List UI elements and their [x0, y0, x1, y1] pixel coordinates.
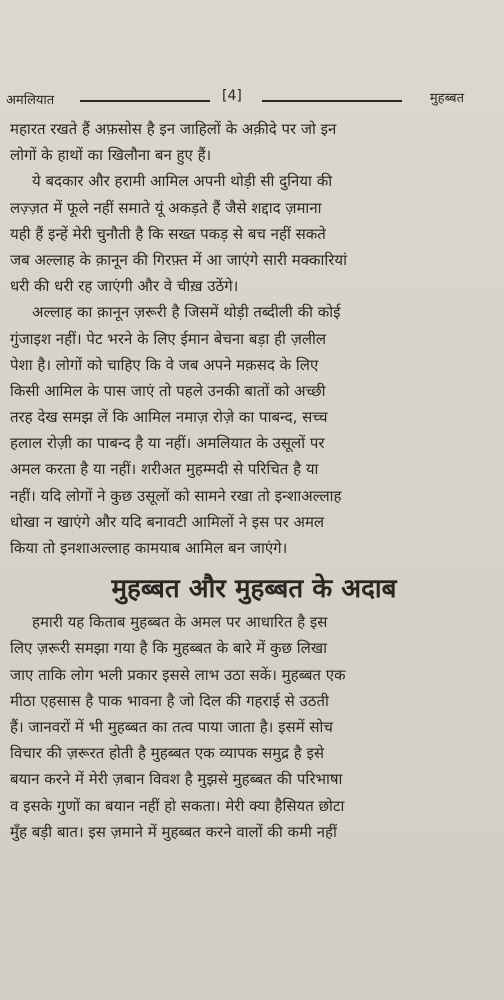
text-line: लोगों के हाथों का खिलौना बन हुए हैं। — [10, 146, 212, 165]
text-line: अल्लाह का क़ानून ज़रूरी है जिसमें थोड़ी तब्दीली की कोई — [32, 303, 341, 322]
paragraph-4 — [10, 609, 498, 845]
text-line: मीठा एहसास है पाक भावना है जो दिल की गहराई से उठती — [10, 691, 329, 710]
text-line: लिए ज़रूरी समझा गया है कि मुहब्बत के बारे में कुछ लिखा — [10, 639, 327, 658]
text-line: लज़्ज़त में फूले नहीं समाते यूं अकड़ते हैं जैसे शद्दाद ज़माना — [10, 198, 322, 217]
text-line: अमल करता है या नहीं। शरीअत मुहम्मदी से परिचित है या — [10, 460, 319, 479]
text-line: मुँह बड़ी बात। इस ज़माने में मुहब्बत करने वालों की कमी नहीं — [10, 822, 337, 841]
text-line: तरह देख समझ लें कि आमिल नमाज़ रोज़े का पाबन्द, सच्च — [10, 408, 328, 427]
text-line: जाए ताकि लोग भली प्रकार इससे लाभ उठा सकें। मुहब्बत एक — [10, 665, 346, 684]
header-left-title: अमलियात — [6, 93, 55, 108]
paragraph-1 — [10, 116, 498, 168]
text-line: बयान करने में मेरी ज़बान विवश है मुझसे मुहब्बत की परिभाषा — [10, 770, 343, 789]
running-header — [0, 88, 504, 114]
text-line: धरी की धरी रह जाएंगी और वे चीख़ उठेंगे। — [10, 277, 239, 296]
text-line: हलाल रोज़ी का पाबन्द है या नहीं। अमलियात के उसूलों पर — [10, 434, 325, 453]
paragraph-3 — [10, 299, 498, 561]
text-line: ये बदकार और हरामी आमिल अपनी थोड़ी सी दुनिया की — [32, 172, 333, 191]
page-body — [10, 116, 498, 845]
header-rule-right — [262, 100, 402, 102]
text-line: जब अल्लाह के क़ानून की गिरफ़्त में आ जाएंगे सारी मक्कारियां — [10, 250, 347, 269]
text-line: विचार की ज़रूरत होती है मुहब्बत एक व्यापक समुद्र है इसे — [10, 744, 325, 763]
text-line: गुंजाइश नहीं। पेट भरने के लिए ईमान बेचना बड़ा ही ज़लील — [10, 329, 327, 348]
text-line: व इसके गुणों का बयान नहीं हो सकता। मेरी क्या हैसियत छोटा — [10, 796, 345, 815]
text-line: नहीं। यदि लोगों ने कुछ उसूलों को सामने रखा तो इन्शाअल्लाह — [10, 486, 342, 505]
text-line: यही हैं इन्हें मेरी चुनौती है कि सख्त पकड़ से बच नहीं सकते — [10, 224, 326, 243]
section-heading: मुहब्बत और मुहब्बत के अदाब — [111, 574, 397, 605]
text-line: महारत रखते हैं अफ़सोस है इन जाहिलों के अक़ीदे पर जो इन — [10, 120, 337, 138]
text-line: हमारी यह किताब मुहब्बत के अमल पर आधारित है इस — [32, 613, 328, 632]
header-right-title: मुहब्बत — [429, 91, 464, 106]
header-rule-left — [80, 100, 210, 102]
text-line: हैं। जानवरों में भी मुहब्बत का तत्व पाया जाता है। इसमें सोच — [10, 717, 333, 736]
page-number: [4] — [222, 88, 242, 104]
text-line: धोखा न खाएंगे और यदि बनावटी आमिलों ने इस पर अमल — [10, 512, 325, 531]
text-line: किसी आमिल के पास जाएं तो पहले उनकी बातों को अच्छी — [10, 381, 326, 400]
text-line: किया तो इनशाअल्लाह कामयाब आमिल बन जाएंगे। — [10, 539, 288, 557]
text-line: पेशा है। लोगों को चाहिए कि वे जब अपने मक़सद के लिए — [10, 355, 319, 374]
paragraph-2 — [10, 168, 498, 299]
